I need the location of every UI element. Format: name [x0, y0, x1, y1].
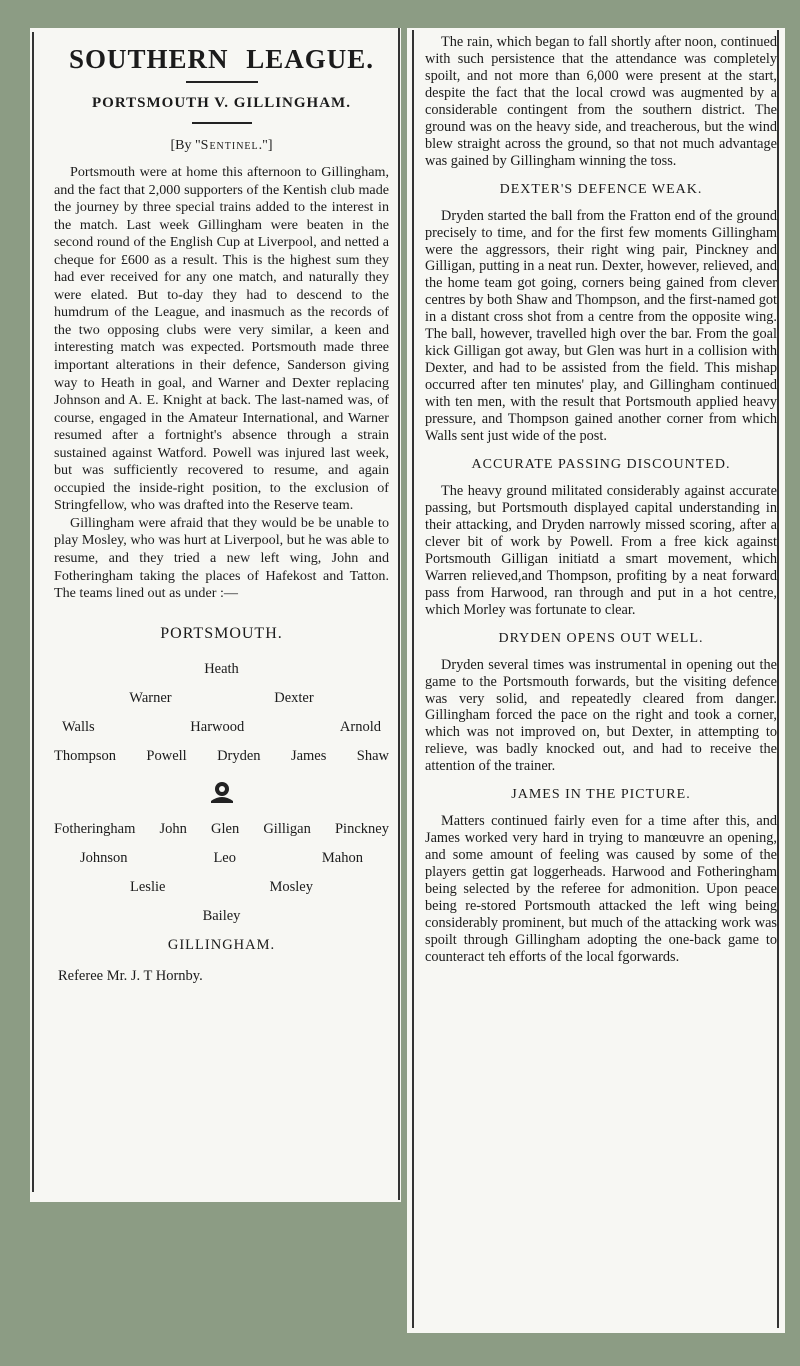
player: John [159, 820, 187, 837]
player: Shaw [356, 747, 389, 764]
section-heading: ACCURATE PASSING DISCOUNTED. [471, 456, 731, 472]
player: Fotheringham [54, 820, 136, 837]
referee-line: Referee Mr. J. T Hornby. [58, 967, 203, 984]
lineup-goal [54, 655, 389, 684]
byline-open: [By " [170, 138, 201, 153]
team-heading-gillingham: GILLINGHAM. [167, 936, 276, 953]
column-rule [32, 32, 34, 1192]
lineup-forwards [54, 742, 389, 771]
team-heading-portsmouth: PORTSMOUTH. [160, 624, 283, 642]
player: James [290, 747, 327, 764]
article-paragraph: Matters continued fairly even for a time after this, and James worked very hard in trying to manœuvre an opening, and some amount of feeling was caused by some of the players gettin gat loggerheads. Harwood and Fotheringham being selected by the referee for admonition. Upon peace being re-stored Portsmouth attacked the left wing being considerably prominent, but much of the attacking work was spoilt through Gillingham adopting the one-back game to counteract teh efforts of the local fgorwards. [425, 813, 777, 965]
lineup-backs [54, 684, 389, 713]
article-paragraph: Portsmouth were at home this afternoon to Gillingham, and the fact that 2,000 supporters of the Kentish club made the journey by three special trains added to the interest in the match. Last week Gillingham were beaten in the second round of the English Cup at Liverpool, and netted a cheque for £600 as a result. This is the highest sum they had ever received for any one match, and naturally they were elated. But to-day they had to descend to the humdrum of the League, and inasmuch as the records of the two opposing clubs were very similar, a keen and interesting match was expected. Portsmouth made three important alterations in their defence, Sanderson giving way to Heath in goal, and Warner and Dexter replacing Johnson and A. E. Knight at back. The last-named was, of course, engaged in the Amateur International, and Warner resumed after a fortnight's absence through a strain sustained against Watford. Powell was injured last week, but was sufficiently recovered to resume, and again occupied the inside-right position, to the exclusion of Stringfellow, who was drafted into the Reserve team. [54, 164, 389, 514]
player: Harwood [190, 718, 245, 735]
column-rule [412, 30, 414, 1328]
lineup-goal-gillingham [54, 902, 389, 931]
column-rule [777, 30, 779, 1328]
player: Thompson [54, 747, 117, 764]
left-column [30, 28, 401, 1202]
right-column [407, 28, 785, 1333]
byline-author: Sentinel [200, 138, 259, 153]
match-title: PORTSMOUTH V. GILLINGHAM. [92, 95, 351, 111]
player: Mosley [269, 878, 313, 895]
lineup-halves [54, 713, 389, 742]
player: Gilligan [263, 820, 311, 837]
divider [192, 122, 252, 124]
divider [186, 81, 258, 83]
byline-close: ."] [258, 138, 273, 153]
player: Dexter [274, 689, 314, 706]
lineup-backs-gillingham [54, 873, 389, 902]
player: Dryden [217, 747, 261, 764]
article-paragraph: Gillingham were afraid that they would be be unable to play Mosley, who was hurt at Liverpool, but he was able to resume, and they tried a new left wing, John and Fotheringham taking the places of Hafekost and Tatton. The teams lined out as under :— [54, 514, 389, 602]
section-heading: DEXTER'S DEFENCE WEAK. [499, 181, 703, 197]
article-paragraph: Dryden started the ball from the Fratton end of the ground precisely to time, and for the first few moments Gillingham were the aggressors, their right wing pair, Pinckney and Gilligan, putting in a neat run. Dexter, however, relieved, and the home team got going, corners being gained from clever centres by both Shaw and Thompson, and the first-named got in a distant cross shot from a centre from the opposite wing. The ball, however, travelled high over the bar. From the goal kick Gilligan got away, but Glen was hurt in a collision with Dexter, and had to be assisted from the field. This mishap occurred after ten minutes' play, and Gillingham continued with ten men, with the result that Portsmouth applied heavy pressure, and Thompson gained another corner from which Walls sent just wide of the post. [425, 207, 777, 445]
player: Pinckney [334, 820, 389, 837]
player: Leslie [130, 878, 166, 895]
player: Warner [129, 689, 172, 706]
player: Mahon [321, 849, 363, 866]
byline [54, 138, 389, 154]
player: Heath [204, 660, 239, 677]
player: Johnson [80, 849, 128, 866]
headline: SOUTHERN LEAGUE. [68, 44, 375, 74]
player: Bailey [202, 907, 241, 924]
article-paragraph: The heavy ground militated considerably against accurate passing, but Portsmouth displayed capital understanding in their attacking, and Dryden narrowly missed scoring, after a clever bit of work by Powell. From a free kick against Portsmouth Gilligan initiatd a smart movement, which Warren relieved,and Thompson, profiting by a neat forward pass from Harwood, ran through and put in a hot centre, which Morley was fortunate to clear. [425, 482, 777, 618]
player: Powell [146, 747, 187, 764]
column-rule [398, 28, 400, 1200]
lineup-forwards-gillingham [54, 815, 389, 844]
lineup-halves-gillingham [54, 844, 389, 873]
player: Leo [213, 849, 236, 866]
football-emblem-icon [54, 775, 389, 809]
article-paragraph: Dryden several times was instrumental in opening out the game to the Portsmouth forwards, but the visiting defence was very solid, and repeatedly cleared from danger. Gillingham forced the pace on the right and took a corner, which was not improved on, but Dexter, in attempting to relieve, was badly knocked out, and had to receive the attention of the trainer. [425, 656, 777, 775]
player: Arnold [339, 718, 381, 735]
player: Glen [211, 820, 240, 837]
section-heading: JAMES IN THE PICTURE. [511, 787, 691, 803]
article-paragraph: The rain, which began to fall shortly after noon, continued with such persistence that the attendance was completely spoilt, and not more than 6,000 were present at the start, despite the fact that the local crowd was augmented by a considerable contingent from the southern district. The ground was on the heavy side, and treacherous, but the wind blew straight across the ground, so that not much advantage was gained by Gillingham winning the toss. [425, 34, 777, 169]
player: Walls [62, 718, 95, 735]
section-heading: DRYDEN OPENS OUT WELL. [498, 630, 704, 646]
